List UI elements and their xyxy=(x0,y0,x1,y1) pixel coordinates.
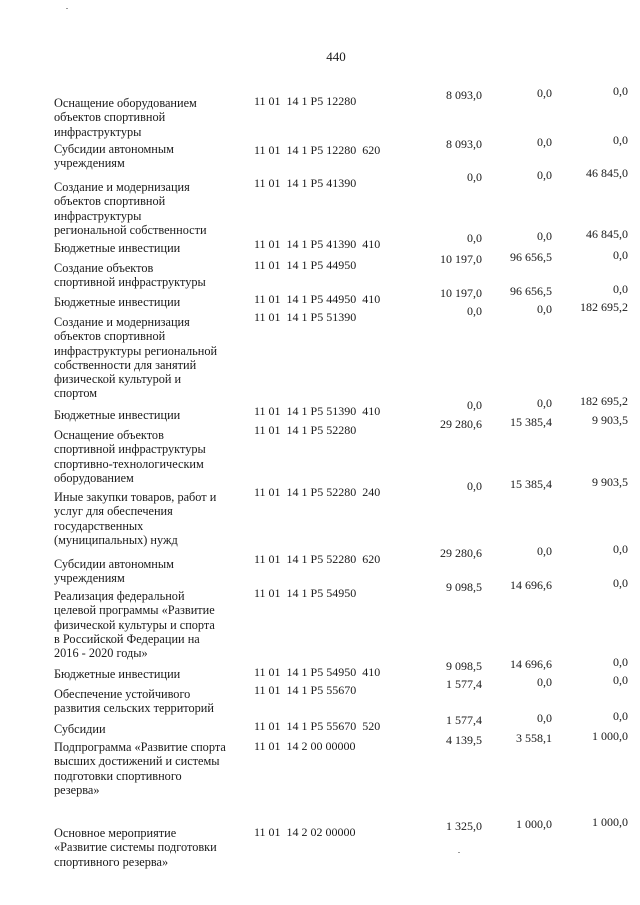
row-name: Реализация федеральной целевой программы «Развитие физической культуры и спорта в Российской Федерации на 2016 - 2020 годы» xyxy=(54,589,215,661)
row-code: 11 01 14 1 Р5 51390 410 xyxy=(254,404,381,418)
row-code: 11 01 14 2 02 00000 xyxy=(254,825,356,839)
row-value-1: 29 280,6 xyxy=(440,417,482,431)
row-value-3: 0,0 xyxy=(613,84,628,98)
row-value-1: 0,0 xyxy=(467,479,482,493)
row-value-2: 96 656,5 xyxy=(510,284,552,298)
row-value-1: 1 577,4 xyxy=(446,677,482,691)
row-name: Обеспечение устойчивого развития сельских территорий xyxy=(54,687,214,716)
row-value-1: 0,0 xyxy=(467,170,482,184)
row-value-2: 0,0 xyxy=(537,229,552,243)
row-code: 11 01 14 1 Р5 52280 240 xyxy=(254,485,381,499)
row-code: 11 01 14 1 Р5 54950 410 xyxy=(254,665,381,679)
row-value-1: 1 325,0 xyxy=(446,819,482,833)
row-value-1: 9 098,5 xyxy=(446,580,482,594)
row-value-3: 9 903,5 xyxy=(592,413,628,427)
row-name: Создание и модернизация объектов спортивной инфраструктуры региональной собственности для занятий физической культурой и спортом xyxy=(54,315,218,401)
row-code: 11 01 14 2 00 00000 xyxy=(254,739,356,753)
row-name: Основное мероприятие «Развитие системы подготовки спортивного резерва» xyxy=(54,826,217,869)
row-value-3: 182 695,2 xyxy=(580,394,628,408)
row-value-1: 4 139,5 xyxy=(446,733,482,747)
row-name: Оснащение оборудованием объектов спортивной инфраструктуры xyxy=(54,96,197,139)
row-value-1: 10 197,0 xyxy=(440,252,482,266)
row-name: Иные закупки товаров, работ и услуг для обеспечения государственных (муниципальных) нужд xyxy=(54,490,217,547)
row-value-2: 14 696,6 xyxy=(510,657,552,671)
row-value-1: 10 197,0 xyxy=(440,286,482,300)
row-code: 11 01 14 1 Р5 52280 xyxy=(254,423,357,437)
row-code: 11 01 14 1 Р5 12280 xyxy=(254,94,357,108)
row-value-2: 0,0 xyxy=(537,396,552,410)
scan-speck xyxy=(458,852,460,853)
row-name: Создание объектов спортивной инфраструктуры xyxy=(54,261,206,290)
row-value-1: 1 577,4 xyxy=(446,713,482,727)
row-value-3: 46 845,0 xyxy=(586,166,628,180)
row-code: 11 01 14 1 Р5 52280 620 xyxy=(254,552,381,566)
row-value-2: 96 656,5 xyxy=(510,250,552,264)
row-value-3: 0,0 xyxy=(613,709,628,723)
row-code: 11 01 14 1 Р5 54950 xyxy=(254,586,357,600)
row-name: Бюджетные инвестиции xyxy=(54,408,181,422)
scan-speck xyxy=(66,8,68,9)
row-name: Субсидии автономным учреждениям xyxy=(54,557,174,586)
row-value-1: 9 098,5 xyxy=(446,659,482,673)
row-value-3: 0,0 xyxy=(613,673,628,687)
row-value-2: 15 385,4 xyxy=(510,415,552,429)
row-value-2: 0,0 xyxy=(537,711,552,725)
row-code: 11 01 14 1 Р5 12280 620 xyxy=(254,143,381,157)
row-code: 11 01 14 1 Р5 51390 xyxy=(254,310,357,324)
row-name: Бюджетные инвестиции xyxy=(54,667,181,681)
row-value-2: 1 000,0 xyxy=(516,817,552,831)
row-value-3: 0,0 xyxy=(613,282,628,296)
page-number: 440 xyxy=(326,49,346,64)
row-value-1: 8 093,0 xyxy=(446,137,482,151)
row-code: 11 01 14 1 Р5 44950 410 xyxy=(254,292,381,306)
row-value-3: 0,0 xyxy=(613,248,628,262)
row-value-1: 0,0 xyxy=(467,304,482,318)
row-value-3: 0,0 xyxy=(613,133,628,147)
row-code: 11 01 14 1 Р5 44950 xyxy=(254,258,357,272)
row-name: Бюджетные инвестиции xyxy=(54,241,181,255)
row-value-3: 1 000,0 xyxy=(592,815,628,829)
row-name: Подпрограмма «Развитие спорта высших достижений и системы подготовки спортивного резерва» xyxy=(54,740,226,797)
row-code: 11 01 14 1 Р5 41390 410 xyxy=(254,237,381,251)
row-value-3: 9 903,5 xyxy=(592,475,628,489)
row-name: Субсидии xyxy=(54,722,106,736)
row-value-2: 14 696,6 xyxy=(510,578,552,592)
row-name: Оснащение объектов спортивной инфраструктуры спортивно-технологическим оборудованием xyxy=(54,428,206,485)
row-value-1: 0,0 xyxy=(467,398,482,412)
row-value-3: 1 000,0 xyxy=(592,729,628,743)
row-value-3: 0,0 xyxy=(613,655,628,669)
row-name: Бюджетные инвестиции xyxy=(54,295,181,309)
row-value-2: 0,0 xyxy=(537,135,552,149)
row-value-1: 29 280,6 xyxy=(440,546,482,560)
row-name: Субсидии автономным учреждениям xyxy=(54,142,174,171)
row-value-3: 0,0 xyxy=(613,576,628,590)
row-value-2: 0,0 xyxy=(537,675,552,689)
row-value-2: 0,0 xyxy=(537,544,552,558)
row-code: 11 01 14 1 Р5 55670 xyxy=(254,683,357,697)
row-value-3: 0,0 xyxy=(613,542,628,556)
row-value-2: 3 558,1 xyxy=(516,731,552,745)
row-code: 11 01 14 1 Р5 41390 xyxy=(254,176,357,190)
row-value-3: 46 845,0 xyxy=(586,227,628,241)
row-value-1: 8 093,0 xyxy=(446,88,482,102)
row-value-2: 0,0 xyxy=(537,302,552,316)
row-code: 11 01 14 1 Р5 55670 520 xyxy=(254,719,381,733)
row-value-3: 182 695,2 xyxy=(580,300,628,314)
row-value-2: 0,0 xyxy=(537,168,552,182)
row-name: Создание и модернизация объектов спортивной инфраструктуры региональной собственности xyxy=(54,180,207,237)
row-value-2: 0,0 xyxy=(537,86,552,100)
row-value-1: 0,0 xyxy=(467,231,482,245)
row-value-2: 15 385,4 xyxy=(510,477,552,491)
